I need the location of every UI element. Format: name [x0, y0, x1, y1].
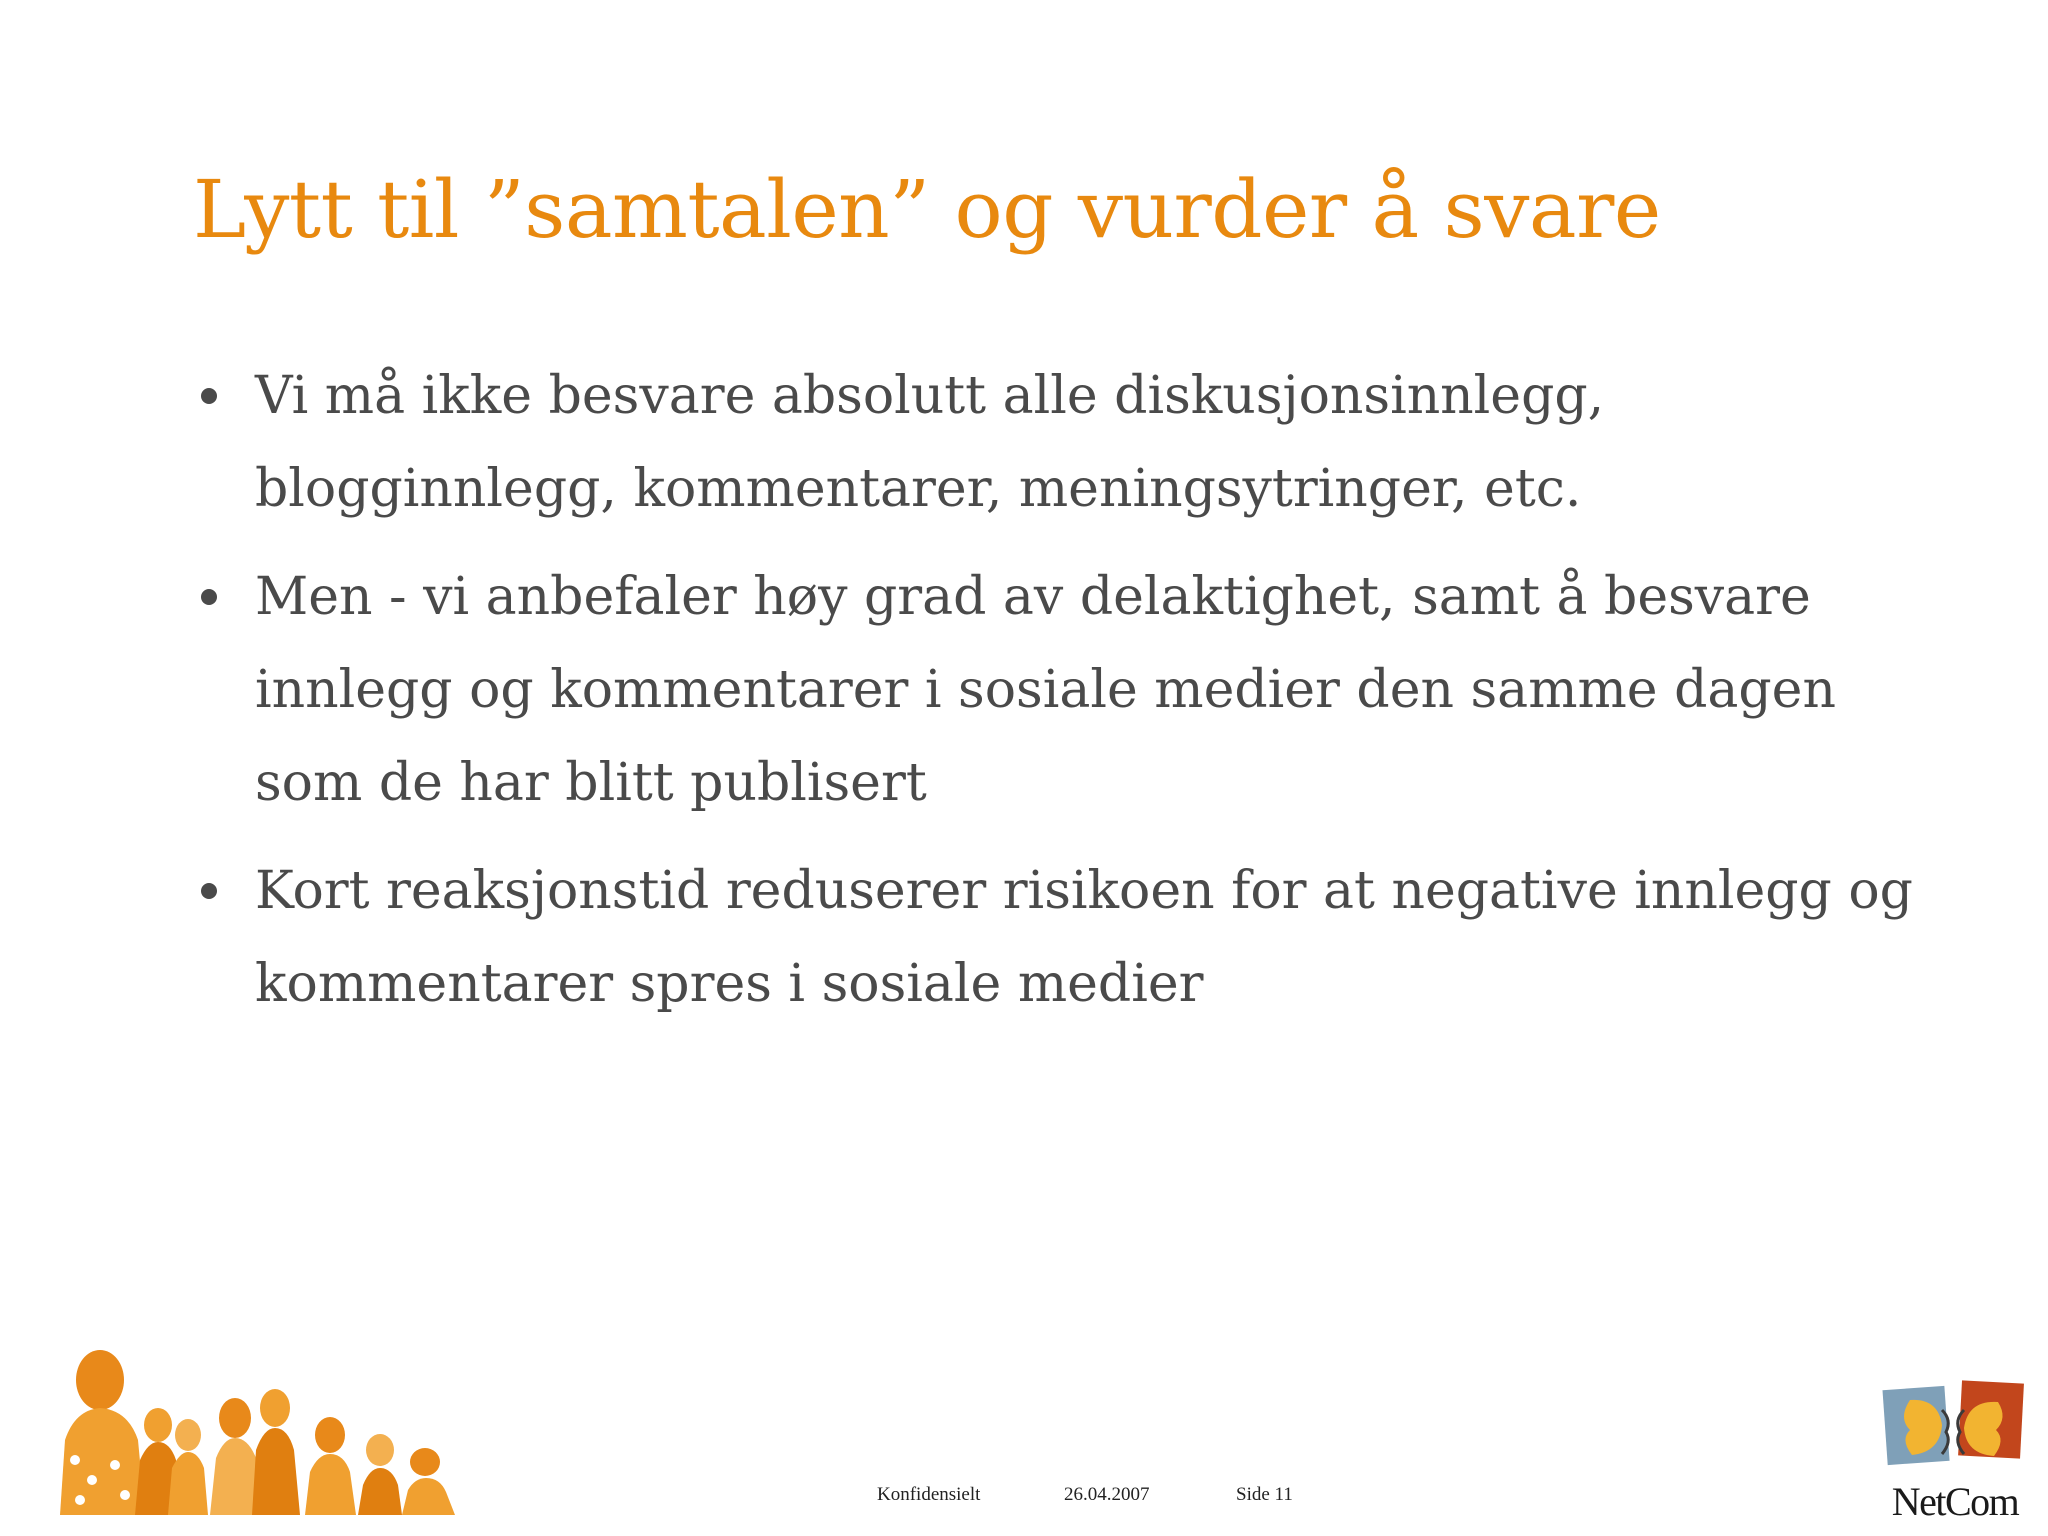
- bullet-text: Kort reaksjonstid reduserer risikoen for at negative innlegg og kommentarer spres i sosiale medier: [255, 861, 1913, 1014]
- bullet-dot: [201, 388, 217, 404]
- footer-confidential: Konfidensielt: [877, 1484, 981, 1505]
- bullet-item: [193, 350, 1953, 536]
- bullet-item: [193, 845, 1953, 1031]
- bullet-list: [193, 350, 1953, 1046]
- footer: [0, 1484, 2048, 1514]
- netcom-logo-text: NetCom: [1891, 1479, 2019, 1524]
- footer-page-number: Side 11: [1236, 1484, 1293, 1505]
- bullet-item: [193, 551, 1953, 830]
- netcom-faces-icon: [1880, 1380, 2030, 1480]
- bullet-text: Men - vi anbefaler høy grad av delaktighet, samt å besvare innlegg og kommentarer i sosiale medier den samme dagen som de har blitt publisert: [255, 567, 1836, 813]
- bullet-dot: [201, 883, 217, 899]
- netcom-logo: [1880, 1380, 2030, 1524]
- slide-title: Lytt til ”samtalen” og vurder å svare: [193, 163, 1661, 256]
- bullet-dot: [201, 589, 217, 605]
- footer-date: 26.04.2007: [1064, 1484, 1150, 1505]
- bullet-text: Vi må ikke besvare absolutt alle diskusjonsinnlegg, blogginnlegg, kommentarer, meningsytringer, etc.: [255, 366, 1605, 519]
